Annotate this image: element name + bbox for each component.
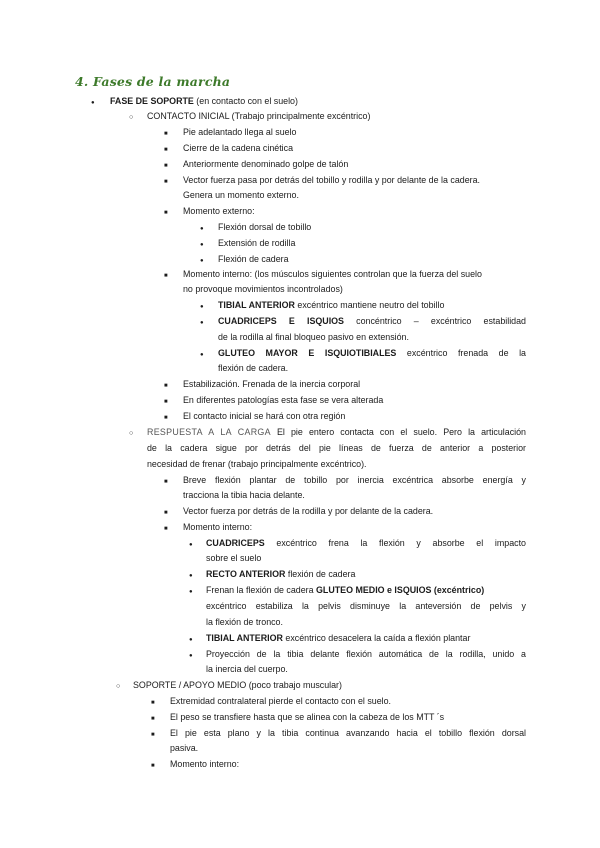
list-item-continuation: de la rodilla al final bloqueo pasivo en extensión. (218, 332, 409, 342)
list-item: RECTO ANTERIOR flexión de cadera (206, 569, 356, 579)
bullet-disc-icon (189, 585, 193, 598)
bullet-disc-icon (189, 538, 193, 551)
list-item: Momento interno: (183, 522, 253, 532)
bullet-disc-icon (200, 222, 204, 235)
list-item: Momento externo: (183, 206, 255, 216)
list-item: CONTACTO INICIAL (Trabajo principalmente excéntrico) (147, 111, 371, 121)
list-item-continuation: sobre el suelo (206, 553, 262, 563)
bullet-square-icon (151, 728, 155, 741)
list-item-continuation: pasiva. (170, 743, 199, 753)
list-item: FASE DE SOPORTE (en contacto con el suelo) (110, 96, 298, 106)
list-item: TIBIAL ANTERIOR excéntrico desacelera la caída a flexión plantar (206, 633, 471, 643)
list-item: Vector fuerza pasa por detrás del tobillo y rodilla y por delante de la cadera. (183, 175, 480, 185)
bullet-circle-icon (129, 427, 133, 439)
bullet-square-icon (151, 759, 155, 772)
list-item: TIBIAL ANTERIOR excéntrico mantiene neutro del tobillo (218, 300, 445, 310)
bullet-square-icon (164, 475, 168, 488)
list-item: SOPORTE / APOYO MEDIO (poco trabajo muscular) (133, 680, 342, 690)
list-item: Estabilización. Frenada de la inercia corporal (183, 379, 361, 389)
list-item: Momento interno: (los músculos siguientes controlan que la fuerza del suelo (183, 269, 482, 279)
list-item: Extensión de rodilla (218, 238, 296, 248)
bullet-disc-icon (189, 569, 193, 582)
bullet-square-icon (164, 506, 168, 519)
list-item: Pie adelantado llega al suelo (183, 127, 297, 137)
list-item-continuation: de la cadera sigue por detrás del pie líneas de fuerza de anterior a posterior (147, 443, 526, 453)
list-item: CUADRICEPS E ISQUIOS concéntrico – excéntrico estabilidad (218, 316, 526, 326)
list-item: CUADRICEPS excéntrico frena la flexión y absorbe el impacto (206, 538, 526, 548)
bullet-square-icon (164, 143, 168, 156)
list-item-continuation: Genera un momento externo. (183, 190, 299, 200)
bullet-square-icon (164, 395, 168, 408)
bullet-disc-icon (189, 649, 193, 662)
list-item-continuation: tracciona la tibia hacia delante. (183, 490, 305, 500)
bullet-square-icon (151, 712, 155, 725)
list-item-continuation: la flexión de tronco. (206, 617, 283, 627)
list-item-continuation: excéntrico estabiliza la pelvis disminuye la anteversión de pelvis y (206, 601, 526, 611)
list-item-continuation: no provoque movimientos incontrolados) (183, 284, 343, 294)
list-item: Flexión de cadera (218, 254, 289, 264)
list-item: Breve flexión plantar de tobillo por inercia excéntrica absorbe energía y (183, 475, 526, 485)
list-item: RESPUESTA A LA CARGA El pie entero contacta con el suelo. Pero la articulación (147, 427, 526, 437)
bullet-disc-icon (200, 348, 204, 361)
list-item: El contacto inicial se hará con otra región (183, 411, 346, 421)
list-item: Flexión dorsal de tobillo (218, 222, 312, 232)
bullet-square-icon (164, 206, 168, 219)
bullet-circle-icon (129, 111, 133, 123)
list-item-continuation: la inercia del cuerpo. (206, 664, 288, 674)
list-item: Anteriormente denominado golpe de talón (183, 159, 349, 169)
list-item-continuation: flexión de cadera. (218, 363, 289, 373)
bullet-square-icon (164, 175, 168, 188)
list-item: Extremidad contralateral pierde el contacto con el suelo. (170, 696, 392, 706)
list-item: El peso se transfiere hasta que se alinea con la cabeza de los MTT ´s (170, 712, 445, 722)
list-item: En diferentes patologías esta fase se vera alterada (183, 395, 384, 405)
bullet-square-icon (164, 159, 168, 172)
bullet-square-icon (164, 379, 168, 392)
bullet-square-icon (151, 696, 155, 709)
list-item: Proyección de la tibia delante flexión automática de la rodilla, unido a (206, 649, 526, 659)
bullet-disc-icon (91, 96, 95, 109)
list-item: Frenan la flexión de cadera GLUTEO MEDIO e ISQUIOS (excéntrico) (206, 585, 485, 595)
bullet-disc-icon (189, 633, 193, 646)
bullet-square-icon (164, 127, 168, 140)
list-item: Cierre de la cadena cinética (183, 143, 294, 153)
section-heading: 4. Fases de la marcha (75, 74, 231, 89)
list-item: GLUTEO MAYOR E ISQUIOTIBIALES excéntrico frenada de la (218, 348, 526, 358)
bullet-square-icon (164, 522, 168, 535)
list-item: Vector fuerza por detrás de la rodilla y por delante de la cadera. (183, 506, 434, 516)
bullet-square-icon (164, 269, 168, 282)
bullet-disc-icon (200, 300, 204, 313)
list-item: El pie esta plano y la tibia continua avanzando hacia el tobillo flexión dorsal (170, 728, 526, 738)
bullet-disc-icon (200, 316, 204, 329)
bullet-square-icon (164, 411, 168, 424)
bullet-disc-icon (200, 238, 204, 251)
list-item: Momento interno: (170, 759, 240, 769)
bullet-circle-icon (116, 680, 120, 692)
list-item-continuation: necesidad de frenar (trabajo principalmente excéntrico). (147, 459, 367, 469)
bullet-disc-icon (200, 254, 204, 267)
